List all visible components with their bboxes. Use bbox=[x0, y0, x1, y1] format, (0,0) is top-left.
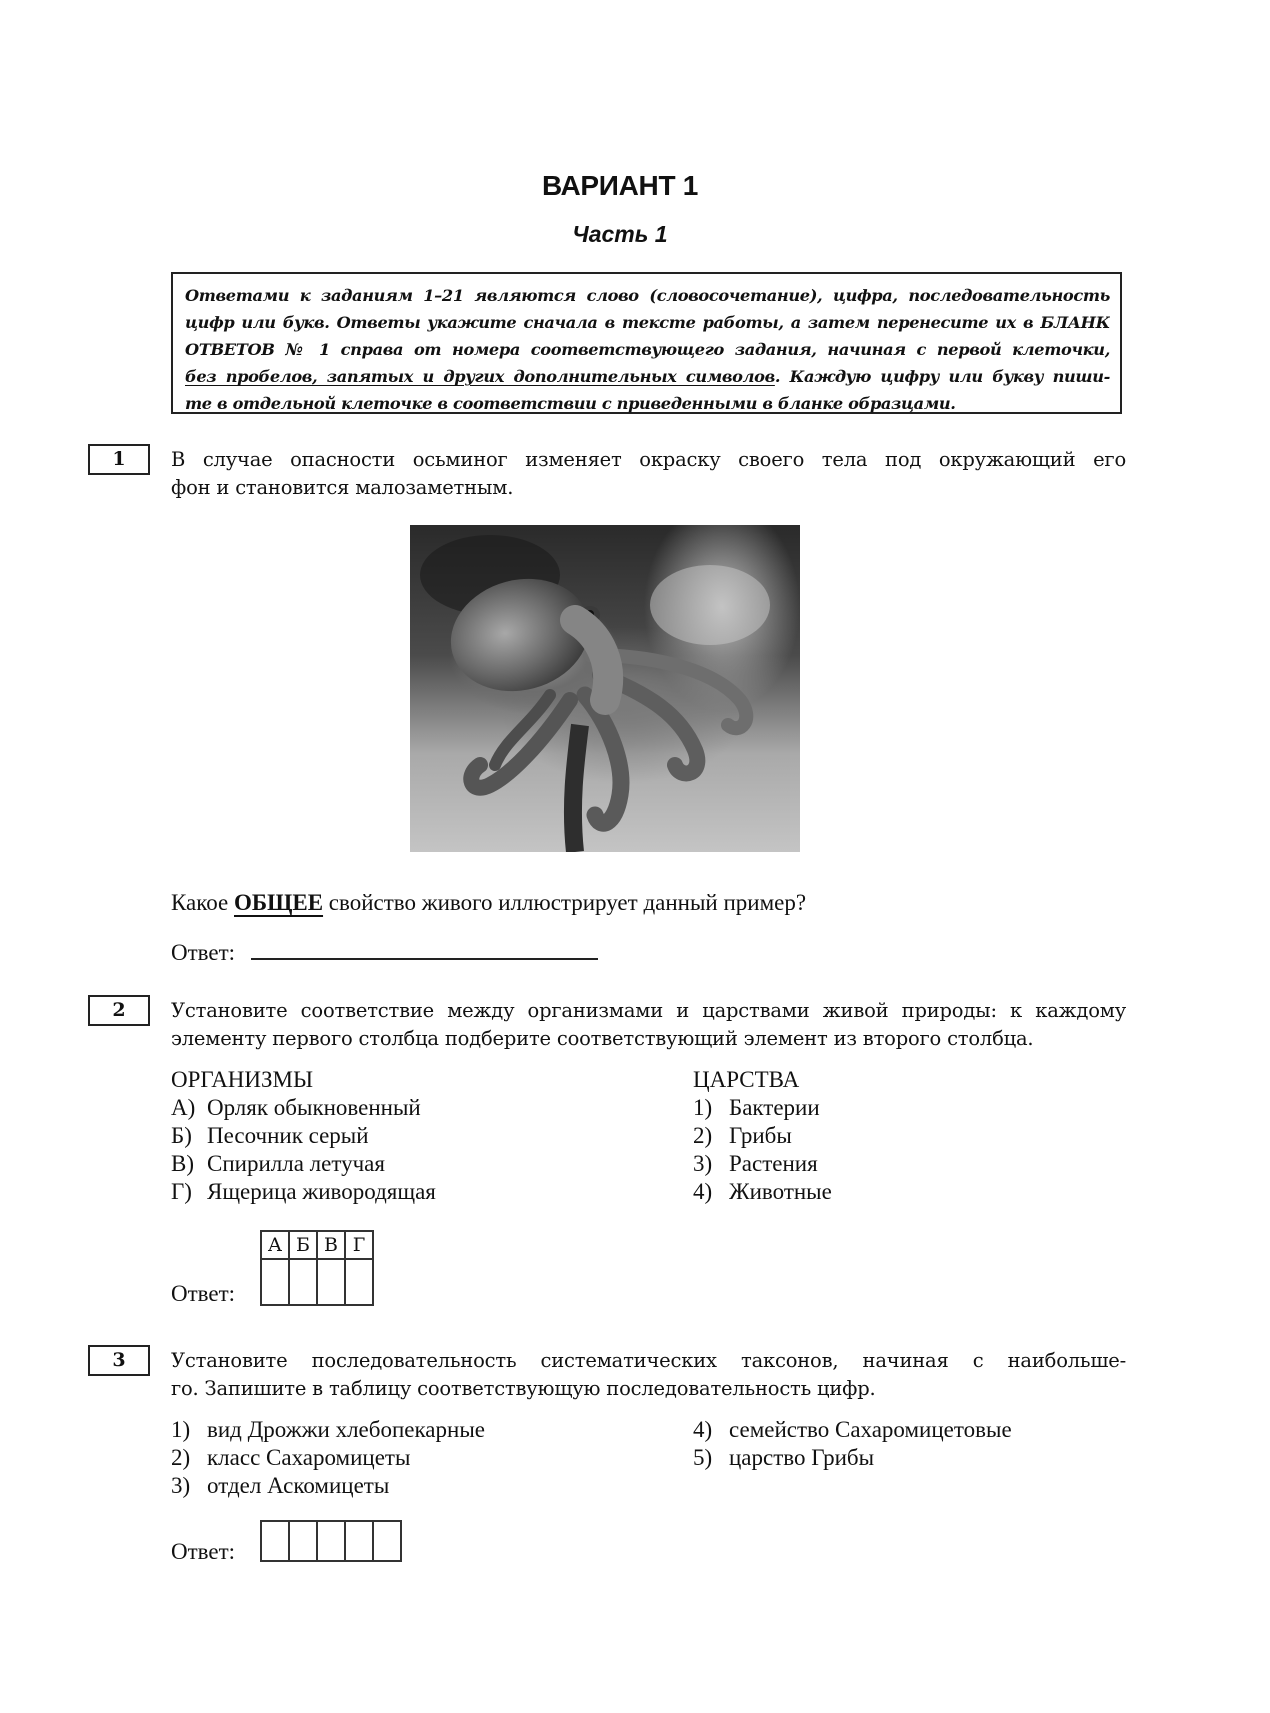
kingdoms-column bbox=[693, 1066, 832, 1206]
item-text: вид Дрожжи хлебопекарные bbox=[207, 1417, 485, 1442]
task-text-line: го. Запишите в таблицу соответствующую последовательность цифр. bbox=[171, 1377, 876, 1400]
taxon-item bbox=[693, 1416, 1012, 1444]
item-text: класс Сахаромицеты bbox=[207, 1445, 411, 1470]
instructions-underlined: без пробелов, запятых и других дополнительных символов bbox=[185, 367, 775, 386]
instructions-line-rest: . Каждую цифру или букву пиши- bbox=[774, 367, 1110, 386]
item-text: семейство Сахаромицетовые bbox=[729, 1417, 1012, 1442]
organisms-header: ОРГАНИЗМЫ bbox=[171, 1067, 314, 1092]
taxa-column-left bbox=[171, 1416, 485, 1500]
organism-item bbox=[171, 1178, 436, 1206]
octopus-photo bbox=[410, 525, 800, 852]
instructions-line: ОТВЕТОВ № 1 справа от номера соответствующего задания, начиная с первой клеточки, bbox=[185, 340, 1110, 359]
task-2-answer-label: Ответ: bbox=[171, 1281, 236, 1306]
item-text: Ящерица живородящая bbox=[207, 1179, 436, 1204]
item-marker: В) bbox=[171, 1151, 194, 1176]
item-text: Растения bbox=[729, 1151, 818, 1176]
item-marker: А) bbox=[171, 1095, 196, 1120]
task-1-text bbox=[171, 446, 1126, 502]
kingdom-item bbox=[693, 1150, 832, 1178]
task-number-3: 3 bbox=[88, 1345, 150, 1376]
item-text: Орляк обыкновенный bbox=[207, 1095, 421, 1120]
organism-item bbox=[171, 1150, 436, 1178]
kingdom-item bbox=[693, 1122, 832, 1150]
organism-item bbox=[171, 1122, 436, 1150]
instructions-line: цифр или букв. Ответы укажите сначала в тексте работы, а затем перенесите их в БЛАНК bbox=[185, 313, 1110, 332]
item-text: царство Грибы bbox=[729, 1445, 875, 1470]
task-1-answer-field[interactable] bbox=[251, 958, 598, 960]
taxon-item bbox=[171, 1416, 485, 1444]
item-text: отдел Аскомицеты bbox=[207, 1473, 390, 1498]
grid-answer-cell[interactable] bbox=[261, 1259, 289, 1305]
item-marker: 3) bbox=[693, 1151, 713, 1176]
item-marker: 5) bbox=[693, 1445, 713, 1470]
organism-item bbox=[171, 1094, 436, 1122]
part-subtitle: Часть 1 bbox=[572, 221, 668, 247]
instructions-line: Ответами к заданиям 1–21 являются слово (словосочетание), цифра, последовательность bbox=[185, 286, 1110, 305]
task-text-line: В случае опасности осьминог изменяет окраску своего тела под окружающий его bbox=[171, 448, 1126, 471]
grid-answer-cell[interactable] bbox=[289, 1259, 317, 1305]
item-text: Песочник серый bbox=[207, 1123, 369, 1148]
taxon-item bbox=[171, 1444, 485, 1472]
item-text: Спирилла летучая bbox=[207, 1151, 385, 1176]
kingdom-item bbox=[693, 1178, 832, 1206]
grid-header-cell: В bbox=[317, 1231, 345, 1259]
instructions-box bbox=[171, 272, 1122, 414]
grid-header-cell: Б bbox=[289, 1231, 317, 1259]
taxon-item bbox=[171, 1472, 485, 1500]
item-marker: 1) bbox=[171, 1417, 191, 1442]
instructions-line bbox=[185, 363, 1110, 390]
grid-header-cell: Г bbox=[345, 1231, 373, 1259]
kingdom-item bbox=[693, 1094, 832, 1122]
grid-answer-cell[interactable] bbox=[289, 1521, 317, 1561]
task-3-answer-grid bbox=[260, 1520, 402, 1562]
task-number-1: 1 bbox=[88, 444, 150, 475]
grid-answer-cell[interactable] bbox=[345, 1259, 373, 1305]
item-text: Грибы bbox=[729, 1123, 792, 1148]
task-2-answer-grid bbox=[260, 1230, 374, 1306]
task-1-answer-label: Ответ: bbox=[171, 940, 236, 965]
instructions-line: те в отдельной клеточке в соответствии с приведенными в бланке образцами. bbox=[185, 394, 956, 413]
item-marker: 4) bbox=[693, 1179, 713, 1204]
task-text-line: фон и становится малозаметным. bbox=[171, 476, 514, 499]
question-text: свойство живого иллюстрирует данный пример? bbox=[323, 890, 807, 915]
item-marker: Г) bbox=[171, 1179, 192, 1204]
kingdoms-header: ЦАРСТВА bbox=[693, 1067, 800, 1092]
item-text: Животные bbox=[729, 1179, 832, 1204]
grid-header-cell: А bbox=[261, 1231, 289, 1259]
task-text-line: Установите последовательность систематических таксонов, начиная с наибольше- bbox=[171, 1349, 1126, 1372]
taxon-item bbox=[693, 1444, 1012, 1472]
grid-answer-cell[interactable] bbox=[317, 1521, 345, 1561]
item-text: Бактерии bbox=[729, 1095, 820, 1120]
taxa-column-right bbox=[693, 1416, 1012, 1472]
item-marker: Б) bbox=[171, 1123, 192, 1148]
organisms-column bbox=[171, 1066, 436, 1206]
task-text-line: элементу первого столбца подберите соответствующий элемент из второго столбца. bbox=[171, 1027, 1034, 1050]
item-marker: 4) bbox=[693, 1417, 713, 1442]
question-emphasis: ОБЩЕЕ bbox=[234, 890, 324, 915]
grid-answer-cell[interactable] bbox=[261, 1521, 289, 1561]
item-marker: 1) bbox=[693, 1095, 713, 1120]
task-3-answer-label: Ответ: bbox=[171, 1539, 236, 1564]
task-2-text bbox=[171, 997, 1126, 1053]
octopus-illustration bbox=[410, 525, 800, 852]
item-marker: 2) bbox=[171, 1445, 191, 1470]
task-text-line: Установите соответствие между организмами и царствами живой природы: к каждому bbox=[171, 999, 1126, 1022]
grid-answer-cell[interactable] bbox=[317, 1259, 345, 1305]
variant-title: ВАРИАНТ 1 bbox=[541, 170, 699, 201]
item-marker: 2) bbox=[693, 1123, 713, 1148]
grid-answer-cell[interactable] bbox=[373, 1521, 401, 1561]
task-3-text bbox=[171, 1347, 1126, 1403]
task-1-question bbox=[171, 889, 806, 917]
task-number-2: 2 bbox=[88, 995, 150, 1026]
item-marker: 3) bbox=[171, 1473, 191, 1498]
grid-answer-cell[interactable] bbox=[345, 1521, 373, 1561]
question-text: Какое bbox=[171, 890, 234, 915]
